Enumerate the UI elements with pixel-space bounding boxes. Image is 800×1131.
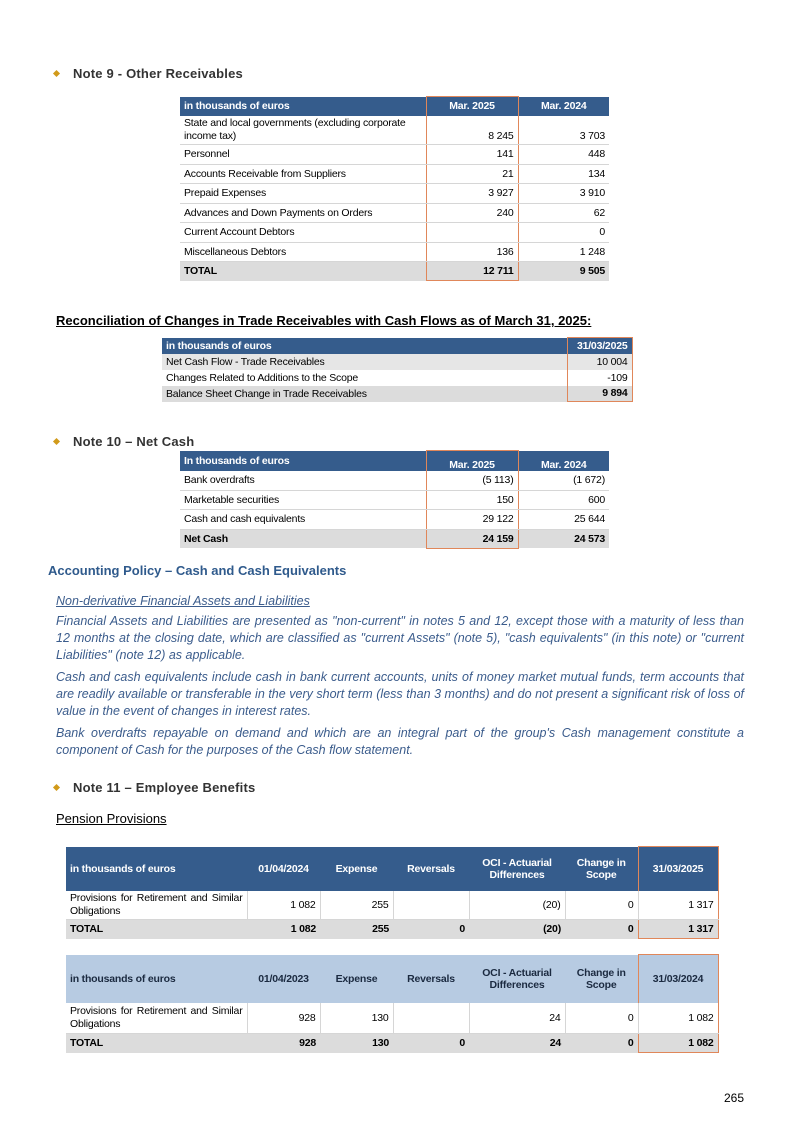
total-label: TOTAL [66,920,247,939]
header-cell: 31/03/2025 [638,847,718,891]
table-row [180,490,609,510]
table-row [180,116,609,145]
table-row [180,203,609,223]
value-cell: 255 [320,891,393,920]
value-cell: 600 [518,490,609,510]
value-cell: -109 [567,370,632,386]
policy-paragraph: Financial Assets and Liabilities are presented as "non-current" in notes 5 and 12, except those with a maturity of less than 12 months at the closing date, which are classified as "current Assets" (note 5), "cash equivalents" (in this note) or "current Liabilities" (note 12) as applicable. [56,614,744,662]
total-row [66,920,718,939]
value-cell: 62 [518,203,609,223]
value-cell: 25 644 [518,510,609,530]
header-cell: 01/04/2023 [247,955,320,1003]
row-label: Advances and Down Payments on Orders [180,203,426,223]
table-row [180,184,609,204]
total-row [66,1034,718,1053]
total-row [162,386,632,402]
table-row [66,891,718,920]
total-value: 0 [393,1034,469,1053]
table-header-row [66,955,718,1003]
page-number: 265 [724,1091,745,1105]
value-cell [393,1003,469,1034]
value-cell: 130 [320,1003,393,1034]
table-header-row [180,451,609,471]
header-cell: Expense [320,847,393,891]
value-cell: 3 927 [426,184,518,204]
total-value: 255 [320,920,393,939]
pension-provisions-subtitle: Pension Provisions [56,811,167,826]
header-cell: Change in Scope [565,847,638,891]
table-header-row [180,97,609,116]
row-label: Marketable securities [180,490,426,510]
total-label: Net Cash [180,529,426,548]
note9-heading [54,66,243,81]
value-cell: 141 [426,145,518,165]
total-value: 9 505 [518,262,609,281]
table-row [180,223,609,243]
total-value: 130 [320,1034,393,1053]
table-row [180,242,609,262]
table-row [180,510,609,530]
value-cell: 3 910 [518,184,609,204]
header-cell: OCI - Actuarial Differences [469,955,565,1003]
table-header-row [66,847,718,891]
total-row [180,529,609,548]
total-value: 0 [565,920,638,939]
bullet-diamond-icon [53,438,60,445]
policy-paragraph: Cash and cash equivalents include cash in bank current accounts, units of money market mutual funds, term accounts that are readily available or transferable in the very short term (less than 3 months) and do not present a significant risk of loss of value in the event of changes in interest rates. [56,670,744,718]
total-value: 24 159 [426,529,518,548]
bullet-diamond-icon [53,784,60,791]
value-cell: 134 [518,164,609,184]
table-row [162,354,632,370]
total-value: 24 [469,1034,565,1053]
table-row [180,145,609,165]
note9-title: Note 9 - Other Receivables [73,66,243,81]
value-cell: 0 [565,891,638,920]
note11-title: Note 11 – Employee Benefits [73,780,256,795]
header-cell: Mar. 2024 [518,451,609,471]
row-label: State and local governments (excluding corporate income tax) [180,116,426,145]
value-cell: 1 082 [247,891,320,920]
value-cell: 1 317 [638,891,718,920]
total-value: 12 711 [426,262,518,281]
header-cell: in thousands of euros [180,97,426,116]
table-row [180,164,609,184]
value-cell: 8 245 [426,116,518,145]
total-row [180,262,609,281]
total-label: TOTAL [180,262,426,281]
value-cell: 21 [426,164,518,184]
header-cell: Expense [320,955,393,1003]
row-label: Changes Related to Additions to the Scope [166,371,359,384]
header-cell: 31/03/2024 [638,955,718,1003]
row-label: Prepaid Expenses [180,184,426,204]
header-cell: in thousands of euros [66,847,247,891]
table-row [180,471,609,491]
value-cell: (1 672) [518,471,609,491]
reconciliation-title: Reconciliation of Changes in Trade Receivables with Cash Flows as of March 31, 2025: [56,313,592,328]
total-value: 24 573 [518,529,609,548]
value-cell: 10 004 [567,354,632,370]
table-header-row [162,338,632,354]
total-value: 9 894 [567,386,632,402]
value-cell: 240 [426,203,518,223]
value-cell: (20) [469,891,565,920]
row-label: Accounts Receivable from Suppliers [180,164,426,184]
value-cell: 928 [247,1003,320,1034]
value-cell [426,223,518,243]
total-value: 0 [565,1034,638,1053]
table-row [66,1003,718,1034]
header-cell: In thousands of euros [180,451,426,471]
table-row [162,370,632,386]
row-label: Personnel [180,145,426,165]
total-value: 1 082 [247,920,320,939]
header-cell: Mar. 2025 [426,451,518,471]
value-cell: 0 [518,223,609,243]
header-cell: Mar. 2025 [426,97,518,116]
pension-table-2025 [66,846,719,939]
note10-title: Note 10 – Net Cash [73,434,195,449]
header-cell: Change in Scope [565,955,638,1003]
total-value: 0 [393,920,469,939]
policy-paragraph: Bank overdrafts repayable on demand and which are an integral part of the group's Cash management constitute a component of Cash for the purposes of the Cash flow statement. [56,726,744,757]
row-label: Provisions for Retirement and Similar Obligations [66,891,247,920]
policy-subtitle: Non-derivative Financial Assets and Liabilities [56,594,310,608]
value-cell: 150 [426,490,518,510]
pension-table-2024 [66,954,719,1053]
value-cell: 1 082 [638,1003,718,1034]
total-value: 928 [247,1034,320,1053]
total-label: TOTAL [66,1034,247,1053]
note10-table [180,450,609,549]
total-value: 1 082 [638,1034,718,1053]
header-cell: in thousands of euros [162,338,567,354]
header-cell: in thousands of euros [66,955,247,1003]
row-label: Current Account Debtors [180,223,426,243]
note10-heading [54,434,194,449]
row-label: Provisions for Retirement and Similar Obligations [66,1003,247,1034]
total-value: (20) [469,920,565,939]
header-cell: Mar. 2024 [518,97,609,116]
value-cell: 3 703 [518,116,609,145]
value-cell: 136 [426,242,518,262]
total-value: 1 317 [638,920,718,939]
header-cell: Reversals [393,847,469,891]
row-label: Bank overdrafts [180,471,426,491]
header-cell: OCI - Actuarial Differences [469,847,565,891]
row-label: Miscellaneous Debtors [180,242,426,262]
header-cell: 31/03/2025 [567,338,632,354]
row-label: Cash and cash equivalents [180,510,426,530]
value-cell: 1 248 [518,242,609,262]
note11-heading [54,780,255,795]
header-cell: 01/04/2024 [247,847,320,891]
value-cell [393,891,469,920]
note9-table [180,96,609,281]
header-cell: Reversals [393,955,469,1003]
bullet-diamond-icon [53,70,60,77]
value-cell: 24 [469,1003,565,1034]
reconciliation-table [162,337,633,402]
total-label: Balance Sheet Change in Trade Receivables [162,386,567,402]
value-cell: 0 [565,1003,638,1034]
value-cell: 29 122 [426,510,518,530]
value-cell: (5 113) [426,471,518,491]
policy-title: Accounting Policy – Cash and Cash Equivalents [48,563,347,578]
row-label: Net Cash Flow - Trade Receivables [166,355,325,368]
value-cell: 448 [518,145,609,165]
